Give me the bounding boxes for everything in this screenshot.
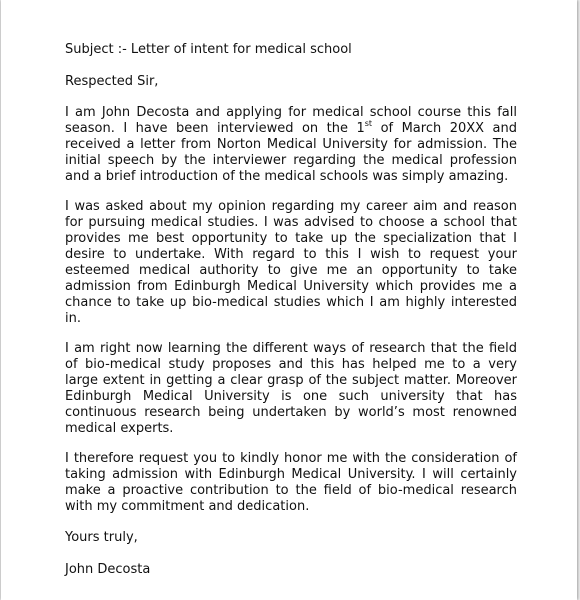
paragraph-interview bbox=[65, 105, 517, 185]
paragraph-career-aim: I was asked about my opinion regarding my career aim and reason for pursuing medical studies. I was advised to choose a school that provides me best opportunity to take up the specialization that I desire to undertake. With regard to this I wish to request your esteemed medical authority to give me an opportunity to take admission from Edinburgh Medical University which provides me a chance to take up bio-medical studies which I am highly interested in. bbox=[65, 199, 517, 326]
letter-page bbox=[1, 0, 577, 600]
greeting: Respected Sir, bbox=[65, 74, 159, 89]
paragraph-interview-text-start: I am John Decosta and applying for medical school course this fall season. I have been interviewed on the 1 bbox=[65, 105, 517, 136]
paragraph-request: I therefore request you to kindly honor me with the consideration of taking admission with Edinburgh Medical University. I will certainly make a proactive contribution to the field of bio-medical research with my commitment and dedication. bbox=[65, 451, 517, 514]
ordinal-suffix: st bbox=[364, 119, 373, 128]
closing: Yours truly, bbox=[65, 530, 138, 545]
letter-body bbox=[65, 42, 517, 578]
subject-line: Subject :- Letter of intent for medical school bbox=[65, 42, 352, 57]
paragraph-interview-text-end: of March 20XX and received a letter from Norton Medical University for admission. The initial speech by the interviewer regarding the medical profession and a brief introduction of the medical schools was simply amazing. bbox=[65, 121, 518, 184]
paragraph-research: I am right now learning the different ways of research that the field of bio-medical study proposes and this has helped me to a very large extent in getting a clear grasp of the subject matter. Moreover Edinburgh Medical University is one such university that has continuous research being undertaken by world’s most renowned medical experts. bbox=[65, 341, 517, 436]
signature-name: John Decosta bbox=[65, 562, 151, 577]
